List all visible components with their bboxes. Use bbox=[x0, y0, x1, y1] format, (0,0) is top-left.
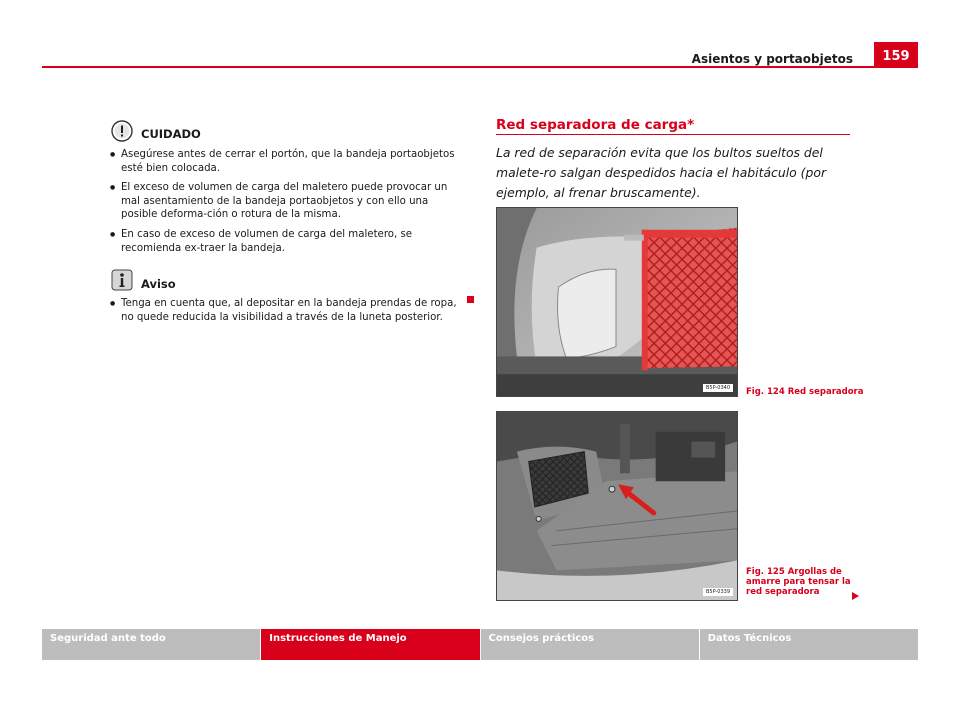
figure-caption: Fig. 124 Red separadora bbox=[746, 387, 864, 397]
section-rule bbox=[496, 134, 850, 135]
header-section-title: Asientos y portaobjetos bbox=[691, 52, 853, 66]
caution-box bbox=[111, 120, 466, 255]
footer-tab-instrucciones[interactable]: Instrucciones de Manejo bbox=[261, 629, 480, 660]
cargo-net-illustration bbox=[497, 208, 737, 396]
exclamation-icon bbox=[111, 120, 133, 142]
continue-arrow-icon bbox=[852, 592, 859, 600]
caution-item: ● En caso de exceso de volumen de carga del maletero, se recomienda ex-traer la bandeja. bbox=[111, 228, 466, 255]
footer-tab-datos[interactable]: Datos Técnicos bbox=[700, 629, 918, 660]
footer-nav bbox=[42, 629, 918, 660]
section-intro: La red de separación evita que los bultos sueltos del malete-ro salgan despedidos hacia el habitáculo (por ejemplo, al frenar bruscamente). bbox=[496, 145, 827, 200]
header-rule bbox=[42, 66, 918, 68]
caution-header bbox=[111, 120, 466, 142]
caution-item: ● Asegúrese antes de cerrar el portón, que la bandeja portaobjetos esté bien colocada. bbox=[111, 148, 466, 175]
figure-cargo-net bbox=[496, 207, 738, 397]
note-title: Aviso bbox=[141, 276, 176, 291]
note-header bbox=[111, 269, 466, 291]
info-icon bbox=[111, 269, 133, 291]
section-end-marker bbox=[467, 296, 474, 303]
figure-code: B5P-0339 bbox=[703, 588, 733, 596]
section-title: Red separadora de carga* bbox=[496, 117, 695, 133]
caution-title: CUIDADO bbox=[141, 127, 201, 142]
page-number: 159 bbox=[874, 42, 918, 68]
footer-tab-consejos[interactable]: Consejos prácticos bbox=[481, 629, 700, 660]
note-box bbox=[111, 269, 466, 324]
left-column bbox=[111, 120, 466, 330]
footer-tab-seguridad[interactable]: Seguridad ante todo bbox=[42, 629, 261, 660]
caution-item: ● El exceso de volumen de carga del maletero puede provocar un mal asentamiento de la bandeja portaobjetos y con ello una posible deforma-ción o rotura de la misma. bbox=[111, 181, 466, 222]
trunk-illustration bbox=[497, 412, 737, 600]
figure-code: B5P-0340 bbox=[703, 384, 733, 392]
figure-tie-down-rings bbox=[496, 411, 738, 601]
figure-caption: Fig. 125 Argollas de amarre para tensar la red separadora bbox=[746, 567, 851, 597]
note-item: ● Tenga en cuenta que, al depositar en la bandeja prendas de ropa, no quede reducida la visibilidad a través de la luneta posterior. bbox=[111, 297, 466, 324]
